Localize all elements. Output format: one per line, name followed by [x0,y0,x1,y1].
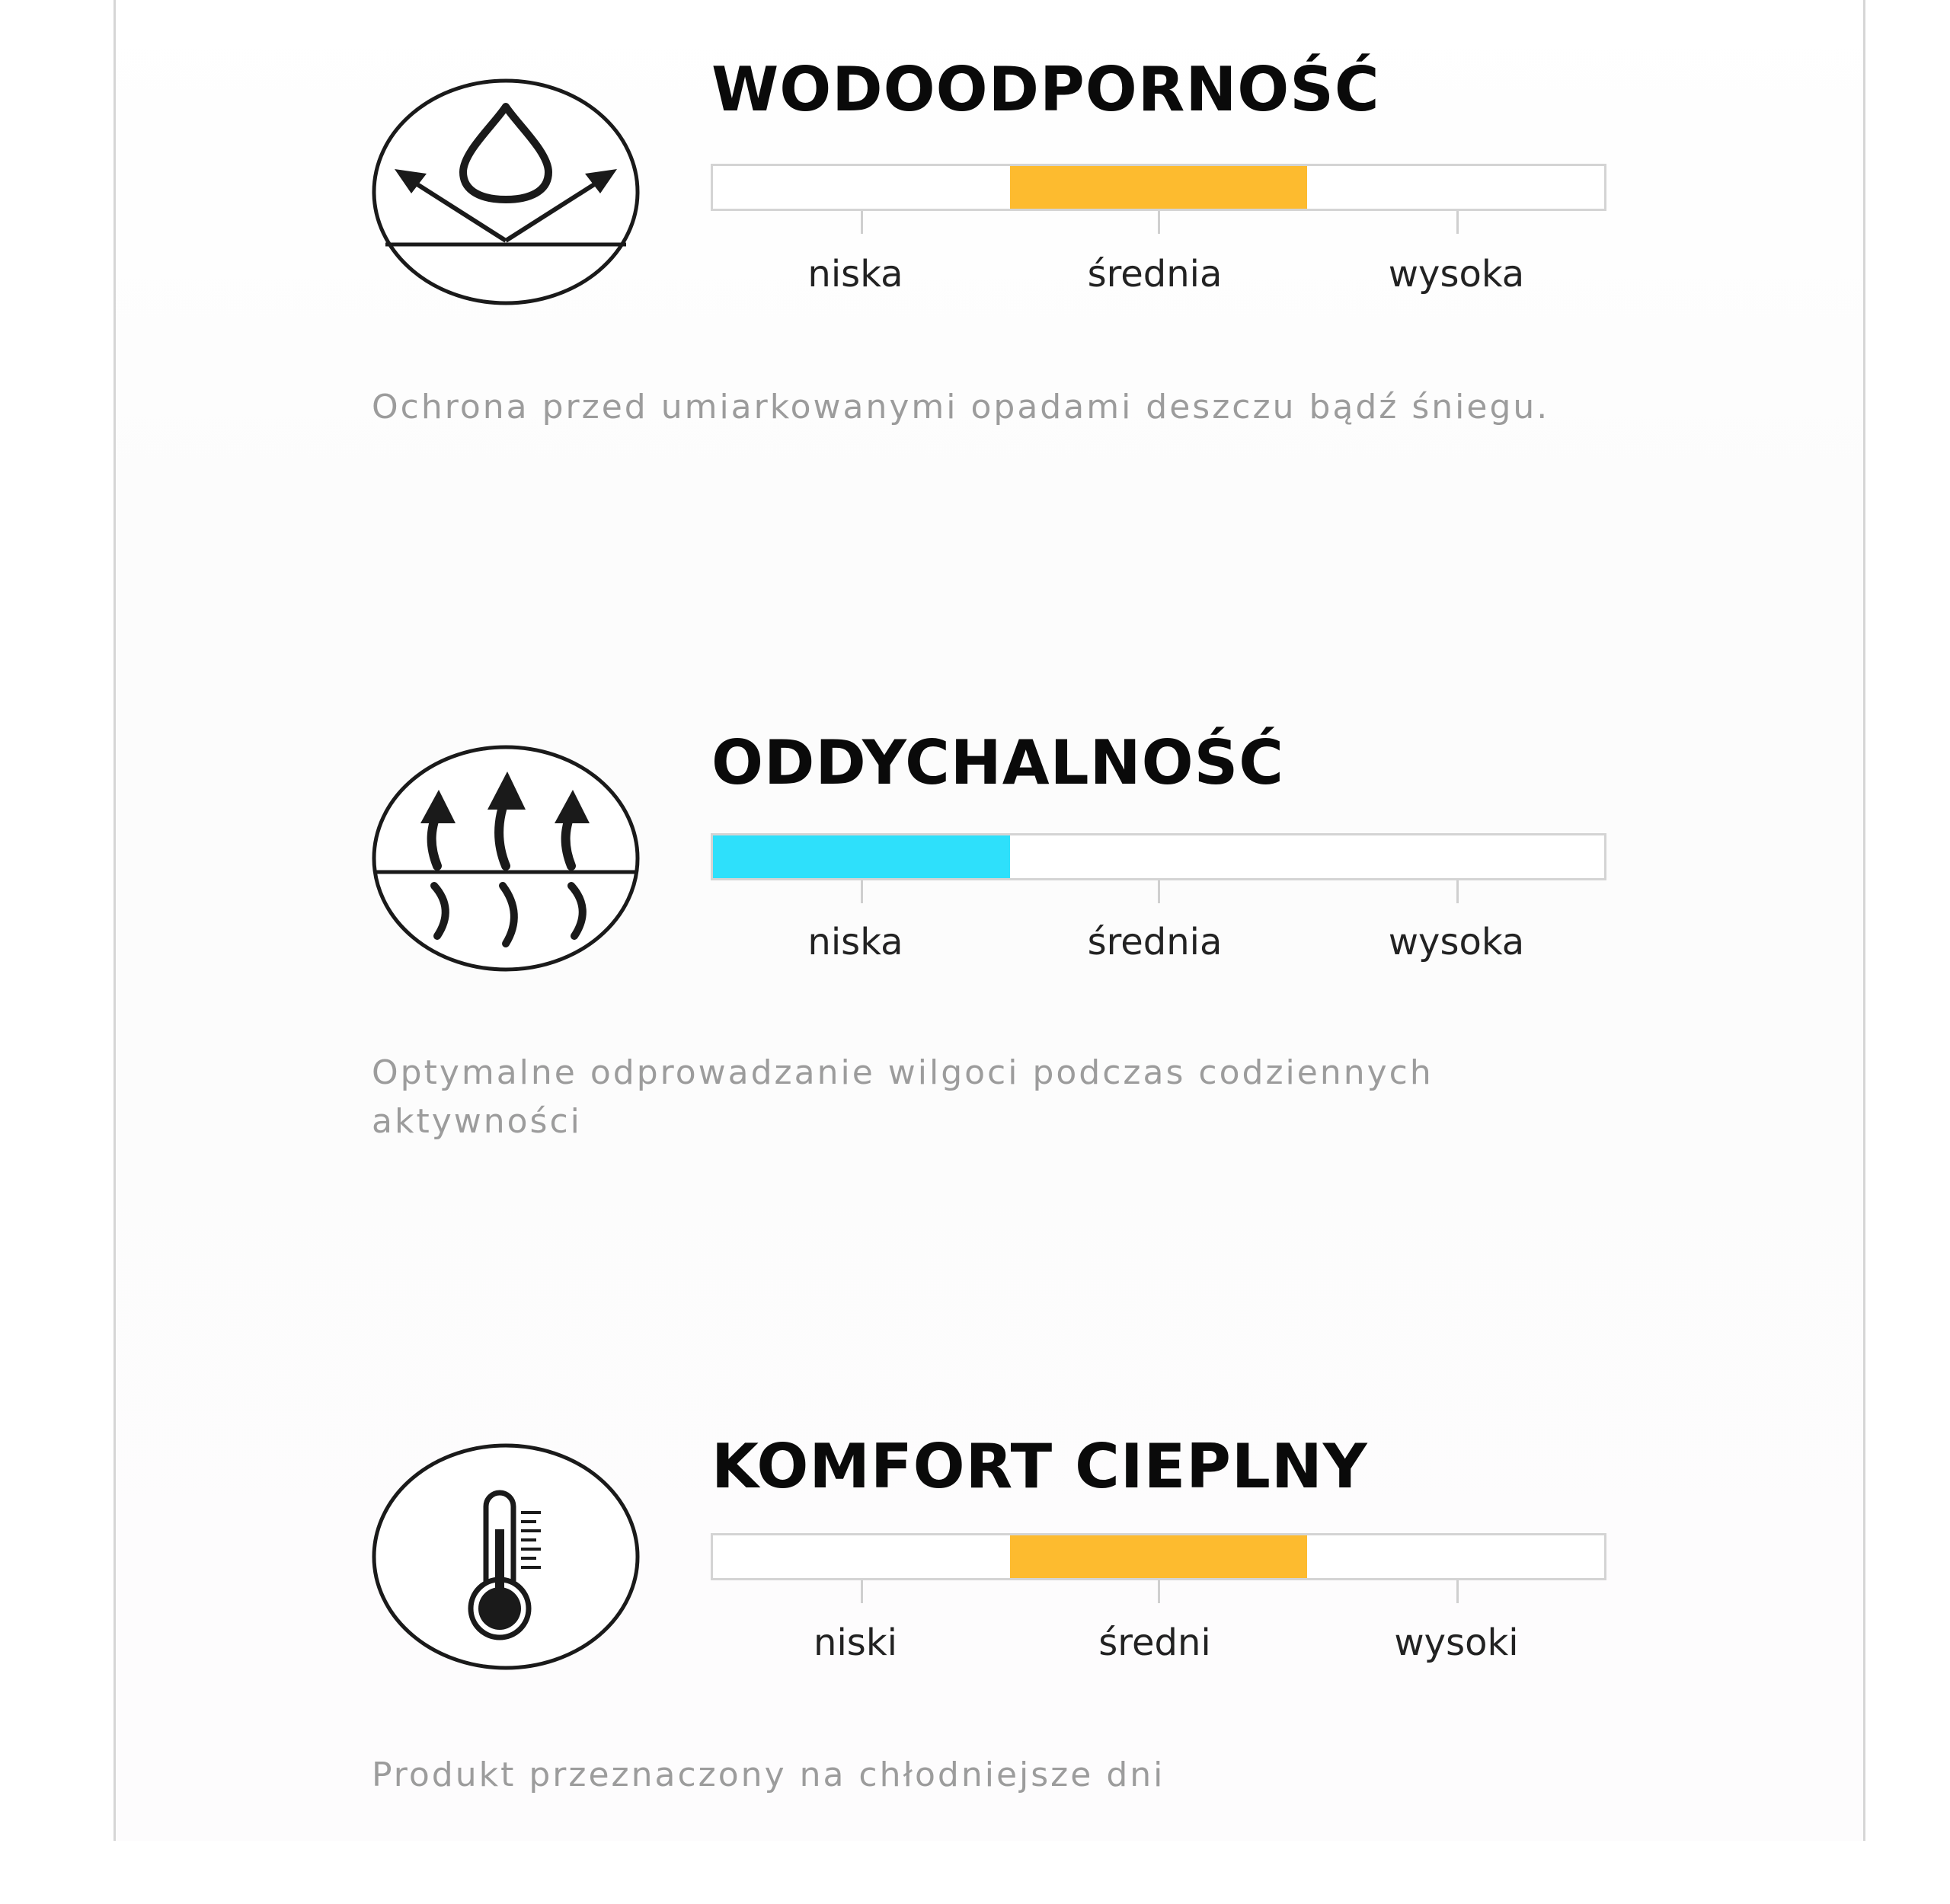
level-label-mid: średnia [1087,253,1223,296]
feature-description: Optymalne odprowadzanie wilgoci podczas codziennych aktywności [372,1053,1434,1141]
level-label-low: niski [814,1621,897,1664]
rating-bar-fill [1010,166,1308,209]
feature-breathability [0,670,1950,1203]
water-repellent-icon [372,78,640,306]
rating-bar-fill [1010,1535,1308,1578]
feature-description: Produkt przeznaczony na chłodniejsze dni [372,1755,1165,1794]
level-label-high: wysoki [1394,1621,1519,1664]
feature-title: KOMFORT CIEPLNY [711,1431,1368,1502]
rating-bar [711,164,1606,211]
breathability-icon [372,744,640,973]
tick-high [1456,880,1459,903]
tick-low [861,211,863,234]
feature-thermal-comfort [0,1371,1950,1904]
rating-bar-fill [713,835,1010,878]
level-label-high: wysoka [1388,921,1525,963]
tick-mid [1158,211,1160,234]
tick-low [861,1580,863,1603]
tick-mid [1158,880,1160,903]
tick-low [861,880,863,903]
feature-water-repellency [0,0,1950,533]
level-label-high: wysoka [1388,253,1525,296]
thermometer-icon [372,1442,640,1671]
rating-bar [711,1533,1606,1580]
level-label-mid: średni [1098,1621,1211,1664]
feature-title: WODOODPORNOŚĆ [711,54,1380,125]
feature-title: ODDYCHALNOŚĆ [711,727,1284,798]
rating-bar [711,833,1606,880]
feature-description: Ochrona przed umiarkowanymi opadami deszczu bądź śniegu. [372,388,1550,426]
level-label-low: niska [807,921,903,963]
level-label-low: niska [807,253,903,296]
level-label-mid: średnia [1087,921,1223,963]
tick-mid [1158,1580,1160,1603]
tick-high [1456,1580,1459,1603]
tick-high [1456,211,1459,234]
